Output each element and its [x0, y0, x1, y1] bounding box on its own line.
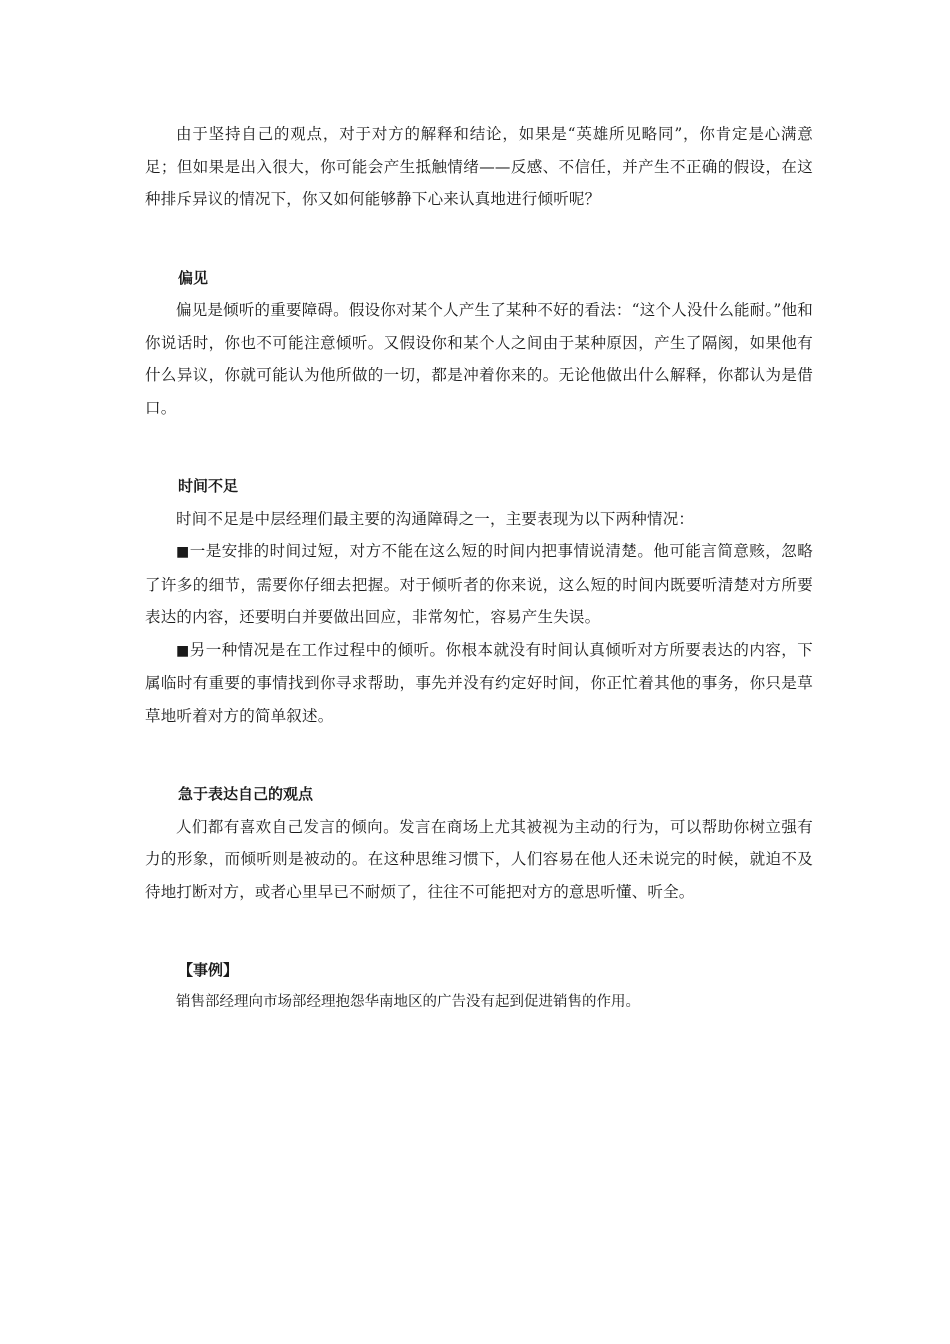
bias-paragraph: 偏见是倾听的重要障碍。假设你对某个人产生了某种不好的看法：“这个人没什么能耐。”他和你说话时，你也不可能注意倾听。又假设你和某个人之间由于某种原因，产生了隔阂，如果他有什么异议，你就可能认为他所做的一切，都是冲着你来的。无论他做出什么解释，你都认为是借口。 — [145, 301, 813, 417]
bullet-text: 一是安排的时间过短，对方不能在这么短的时间内把事情说清楚。他可能言简意赅，忽略了许多的细节，需要你仔细去把握。对于倾听者的你来说，这么短的时间内既要听清楚对方所要表达的内容，还要明白并要做出回应，非常匆忙，容易产生失误。 — [145, 542, 813, 626]
heading-time: 时间不足 — [178, 477, 239, 495]
intro-paragraph: 由于坚持自己的观点，对于对方的解释和结论，如果是“英雄所见略同”，你肯定是心满意足；但如果是出入很大，你可能会产生抵触情绪——反感、不信任，并产生不正确的假设，在这种排斥异议的情况下，你又如何能够静下心来认真地进行倾听呢？ — [145, 125, 813, 208]
spacer — [145, 908, 813, 954]
document-page — [145, 118, 813, 1017]
heading-bias: 偏见 — [178, 268, 209, 287]
eager-paragraph: 人们都有喜欢自己发言的倾向。发言在商场上尤其被视为主动的行为，可以帮助你树立强有力的形象，而倾听则是被动的。在这种思维习惯下，人们容易在他人还未说完的时候，就迫不及待地打断对方，或者心里早已不耐烦了，往往不可能把对方的意思听懂、听全。 — [145, 817, 813, 901]
bullet-square-icon: ■ — [176, 544, 190, 560]
spacer — [145, 424, 813, 470]
heading-eager: 急于表达自己的观点 — [178, 785, 314, 803]
time-bullet-2 — [145, 634, 813, 733]
case-paragraph: 销售部经理向市场部经理抱怨华南地区的广告没有起到促进销售的作用。 — [176, 993, 640, 1010]
heading-case: 【事例】 — [178, 961, 239, 979]
time-bullet-1 — [145, 535, 813, 634]
time-paragraph: 时间不足是中层经理们最主要的沟通障碍之一，主要表现为以下两种情况： — [176, 509, 695, 528]
bullet-square-icon: ■ — [176, 642, 190, 659]
bullet-text: 另一种情况是在工作过程中的倾听。你根本就没有时间认真倾听对方所要表达的内容，下属临时有重要的事情找到你寻求帮助，事先并没有约定好时间，你正忙着其他的事务，你只是草草地听着对方的简单叙述。 — [145, 640, 813, 725]
spacer — [145, 216, 813, 262]
spacer — [145, 732, 813, 778]
